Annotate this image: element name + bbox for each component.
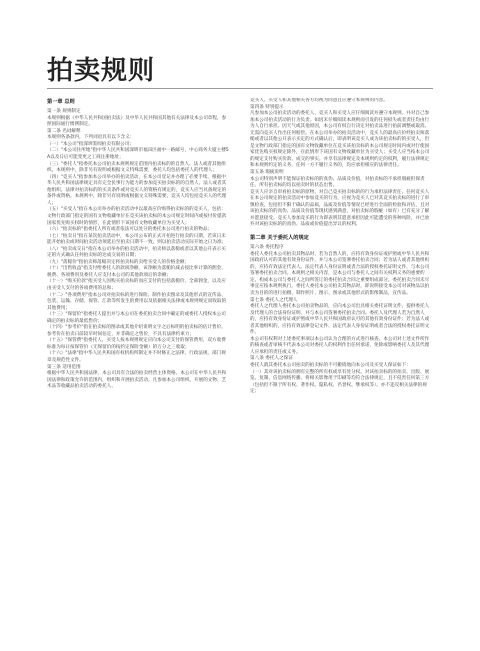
paragraph: 本规则根据《中华人民共和国拍卖法》及中华人民共和国其他有关法律及本公司章程，参照国际通行惯例制定。 [47, 115, 227, 128]
paragraph: 第二条 名词解释 [47, 128, 81, 134]
paragraph: （五）"买受人"指在本公司举办的拍卖活动中以最高应价购得拍卖标的的竞买人，包括：文物行政部门指定的国有文物收藏单位在竞买该拍卖标的本公司规定时间内或按付价提款国家优先购买权时的情形，在此情形下该国有文物收藏单位为买受人； [47, 207, 227, 226]
paragraph: 第五条 瑕疵说明 [250, 170, 284, 176]
content-columns [47, 98, 433, 638]
right-column [250, 98, 433, 638]
chapter-heading: 第一章 总则 [47, 99, 75, 105]
paragraph: （八）"拍卖成交日"指在本公司举办的拍卖活动中，拍卖师以落槌或者以其他公开表示买定的方式确认任何拍卖标的达成交易的日期； [47, 246, 226, 259]
paragraph: 委托人委托本公司拍卖其物品时，若为自然人的，应持有效身份证或护照或中华人民共和国政府认可的其他有效身份证件，并与本公司签署委托拍卖合同；若为法人或者其他组织的，应持有效法定代表人、法定代表人身份证明或者合法的授权委托证明文件，与本公司签署委托拍卖合同。本规则之相关内容，是本公司与委托人之间有关权利义务的重要约定。构成本公司与委托人之间所签订的委托拍卖合同之重要组成部分。委托拍卖合同未尽事宜应按本规则执行。委托人委托本公司拍卖其物品时，即说明接受本公司对该物品以拍卖为目的的进行拍摄、制作照片、图示、图录或其他形式的影像制品，宣传品。 [250, 251, 430, 296]
paragraph: 本公司特别声明不能保证拍卖标的的真伪、品质及价值，对拍卖标的不承担瑕疵担保责任。所有拍卖标的均以拍卖时的状态出售。 [250, 176, 425, 189]
paragraph: （十一）"购买价款"指买受人因购买拍卖标的而应支付的包括落槌价、全部佣金，以及应由买受人支付的各项费用的总和； [47, 279, 226, 291]
paragraph: （七）"拍卖日"指在某次拍卖活动中，本公司公布的正式开拍进行拍卖的日期，若该日未能开始拍卖或时间拍卖活动须延后至拍卖日期不一致，则以拍卖活动实际开始之日为准； [47, 233, 227, 246]
paragraph: （十三）"保留价"指委托人提出并与本公司在委托拍卖合同中确定的或委托人授权本公司确定的拍卖标的最低售价； [47, 312, 226, 324]
paragraph: （四）"竞买人"指参加本公司举办的拍卖活动，在本公司登记并办理了必要手续，根据中华人民共和国法律规定具有完全民事行为能力的参加竞买拍卖标的的自然人、法人或者其他组织。法律对拍卖标的的买卖条件或对竞买人的资格有规定的，竞买人应当具备规定的条件或资格。本规则中，除非另有说明或根据文义特殊需要，竞买人均包括竞买人的代理人； [47, 174, 227, 206]
paragraph: （十）"出售收益"指支付给委托人的款项净额，该净额为落槌价减去按比率计算的佣金、税费、各项费用及委托人应支付本公司的其他款项后的余额； [47, 266, 226, 278]
paragraph: 第七条 委托人之代理人 [250, 297, 298, 303]
paragraph: （十二）"各项费用"指本公司对拍卖标的进行保险、制作拍卖图录及其他形式的宣传品、包装、运输、存储、保管、汇款等所发生的费用以及依据相关法律或本规则规定而收取的其他费用； [47, 292, 227, 311]
paragraph: （十四）"参考价"指在拍卖标的图录或其他介绍说明文字之后标明的拍卖标的估计售价。参考价在拍卖日前较早时间估定，并非确定之售价，不具有法律约束力； [47, 325, 226, 337]
paragraph: 本规则各条款内，下列词语具有以下含义： [47, 135, 135, 141]
paragraph: 委托人就其委托本公司拍卖的拍卖标的不可撤销地向本公司及买受人保证如下： [250, 362, 411, 368]
paragraph: 竞买人、买受人和其他相关各方均视为同意且应遵守本规则的内容。 [250, 98, 388, 103]
paragraph: （三）"委托人"指委托本公司拍卖本规则规定范围内拍卖标的的自然人、法人或者其他组织。本规则中，除非另有说明或根据文义特殊需要，委托人均包括委托人的代理人； [47, 161, 226, 174]
chapter-heading: 第二章 关于委托人的规定 [250, 234, 309, 241]
paragraph: （一）"本公司"指深圳鉴闻拍卖有限公司； [47, 141, 134, 147]
paragraph: 第三条 适用范围 [47, 364, 81, 370]
paragraph: （十六）"法律"指中华人民共和国有权机构所制定并不时修正之法律、行政法规、部门规章及规范性文件。 [47, 351, 226, 363]
title-divider [47, 88, 433, 89]
left-column [47, 98, 230, 638]
paragraph: 第六条 委托程序 [250, 245, 284, 251]
paragraph: 第四条 特别提示 [250, 104, 284, 110]
paragraph: （六）"拍卖标的"指委托人所有或者依法可以处分的委托本公司进行拍卖的物品； [47, 227, 213, 233]
paragraph: 根据中华人民共和国法律，本公司具有合法的拍卖经营主体资格。本公司在中华人民共和国法律和政策允许的范围内，组织和开展拍卖活动。凡参加本公司组织、开展的文物、艺术品等收藏品拍卖活动的委托人、 [47, 371, 227, 390]
paragraph: 委托人之代理人委托本公司拍卖物品的，应向本公司出具相关委托证明文件、提供委托人及代理人的合法身份证明，并与本公司签署委托拍卖合同。委托人及代理人若为自然人的，应持有效身份证或护照或中华人民共和国政府认可的其他有效身份证件；若为法人或者其他组织的，应持有效法律登记文件、法定代表人身份证明或者合法的授权委托证明文件。 [250, 304, 430, 336]
paragraph: （十五）"保管费"指委托人、买受人按本规则规定应向本公司支付的保管费用，双方收费标准为每日按保管价（无保留价的按约定保险金额）的万分之三收取； [47, 338, 226, 350]
paragraph: （一）其对该拍卖标的拥有完整的所有权或享有处分权。对该拍卖标的的拍卖、出版、展览、复制、信息网络传播、将相关影像用于印刷等均符合法律规定，且不侵害任何第三方（包括但不限于所有权、著作权、隐私权、名誉权、继承权等）。亦不违反相关法律的规定； [250, 369, 430, 395]
paragraph: （二）"本公司住所地"指中华人民共和国深圳市福田区福中一路邮号，中心商务大厦主楼5A以及日后可能变更之工商注册地址； [47, 148, 229, 161]
paragraph: 竞买人应亲自审看拍卖标的原物，对自己竞买拍卖标的的行为承担法律责任。任何竞买人在本公司规定的拍卖活动中参加竞买的行为，应视为竞买人已对其竞买拍卖标的进行了审慎检查，包括但不限于确认的品质，品质及价值等情况已经进行全面的检验和评估，且对该拍卖标的的真伪、品质及价值等现状感到满意，对拍卖标的瑕疵（如有）已有充分了解并愿意接受。竞买人参加竞买的行为即表明其愿意承担因此可能遭受的各种风险，并已放弃对该拍卖标的的真伪、品质或价值提出异议的权利。 [250, 189, 430, 228]
paragraph: 本公司有权利对上述委托事项以本公司认为合理的方式进行核查。本公司对上述文件所作的核查或者审核不代表本公司对委托人的权利作出任何承诺，免除或影响委托人及其代理人应承担的责任或义务。 [250, 336, 430, 355]
paragraph: 第八条 委托人之保证 [250, 356, 293, 362]
paragraph: 凡参加本公司拍卖活动的委托人、竞买人和买受人应仔细阅读并遵守本规则。并对自己参加本公司拍卖活动的行为负责。如因未仔细阅读本规则而引发的任何损失或者责任均由行为人自行承担。因天气或其他原因，本公司有权自行决定对拍卖品进行拍前调整或取消。无需向竞买人作出任何赔偿。在本公司举办的拍卖活动中，竞买人的最高应价经拍卖师落槌或者以其他公开表示买定的方式确认后，即表明该竞买人成为该拍卖标的的买受人，但是文物行政部门指定的国有文物收藏单位在竞买该拍卖标的本公司规定时间内或对行使国家优先购买权规定除外，在此情形下该国有文物收藏单位为买受人；买受人应当按本公司的规定支付购买价款、成交的事实。并享有法律规定及本规则约定的权利，履行法律规定和本规则约定的义务，任何一方不履行义务的，均应承担相应的法律责任。 [250, 111, 430, 169]
paragraph: （九）"落槌价"指拍卖师落槌决定将拍卖标的卖给买受人的价格金额； [47, 259, 190, 265]
paragraph: 第一条 规则制定 [47, 109, 81, 115]
page-title: 拍卖规则 [47, 56, 156, 86]
